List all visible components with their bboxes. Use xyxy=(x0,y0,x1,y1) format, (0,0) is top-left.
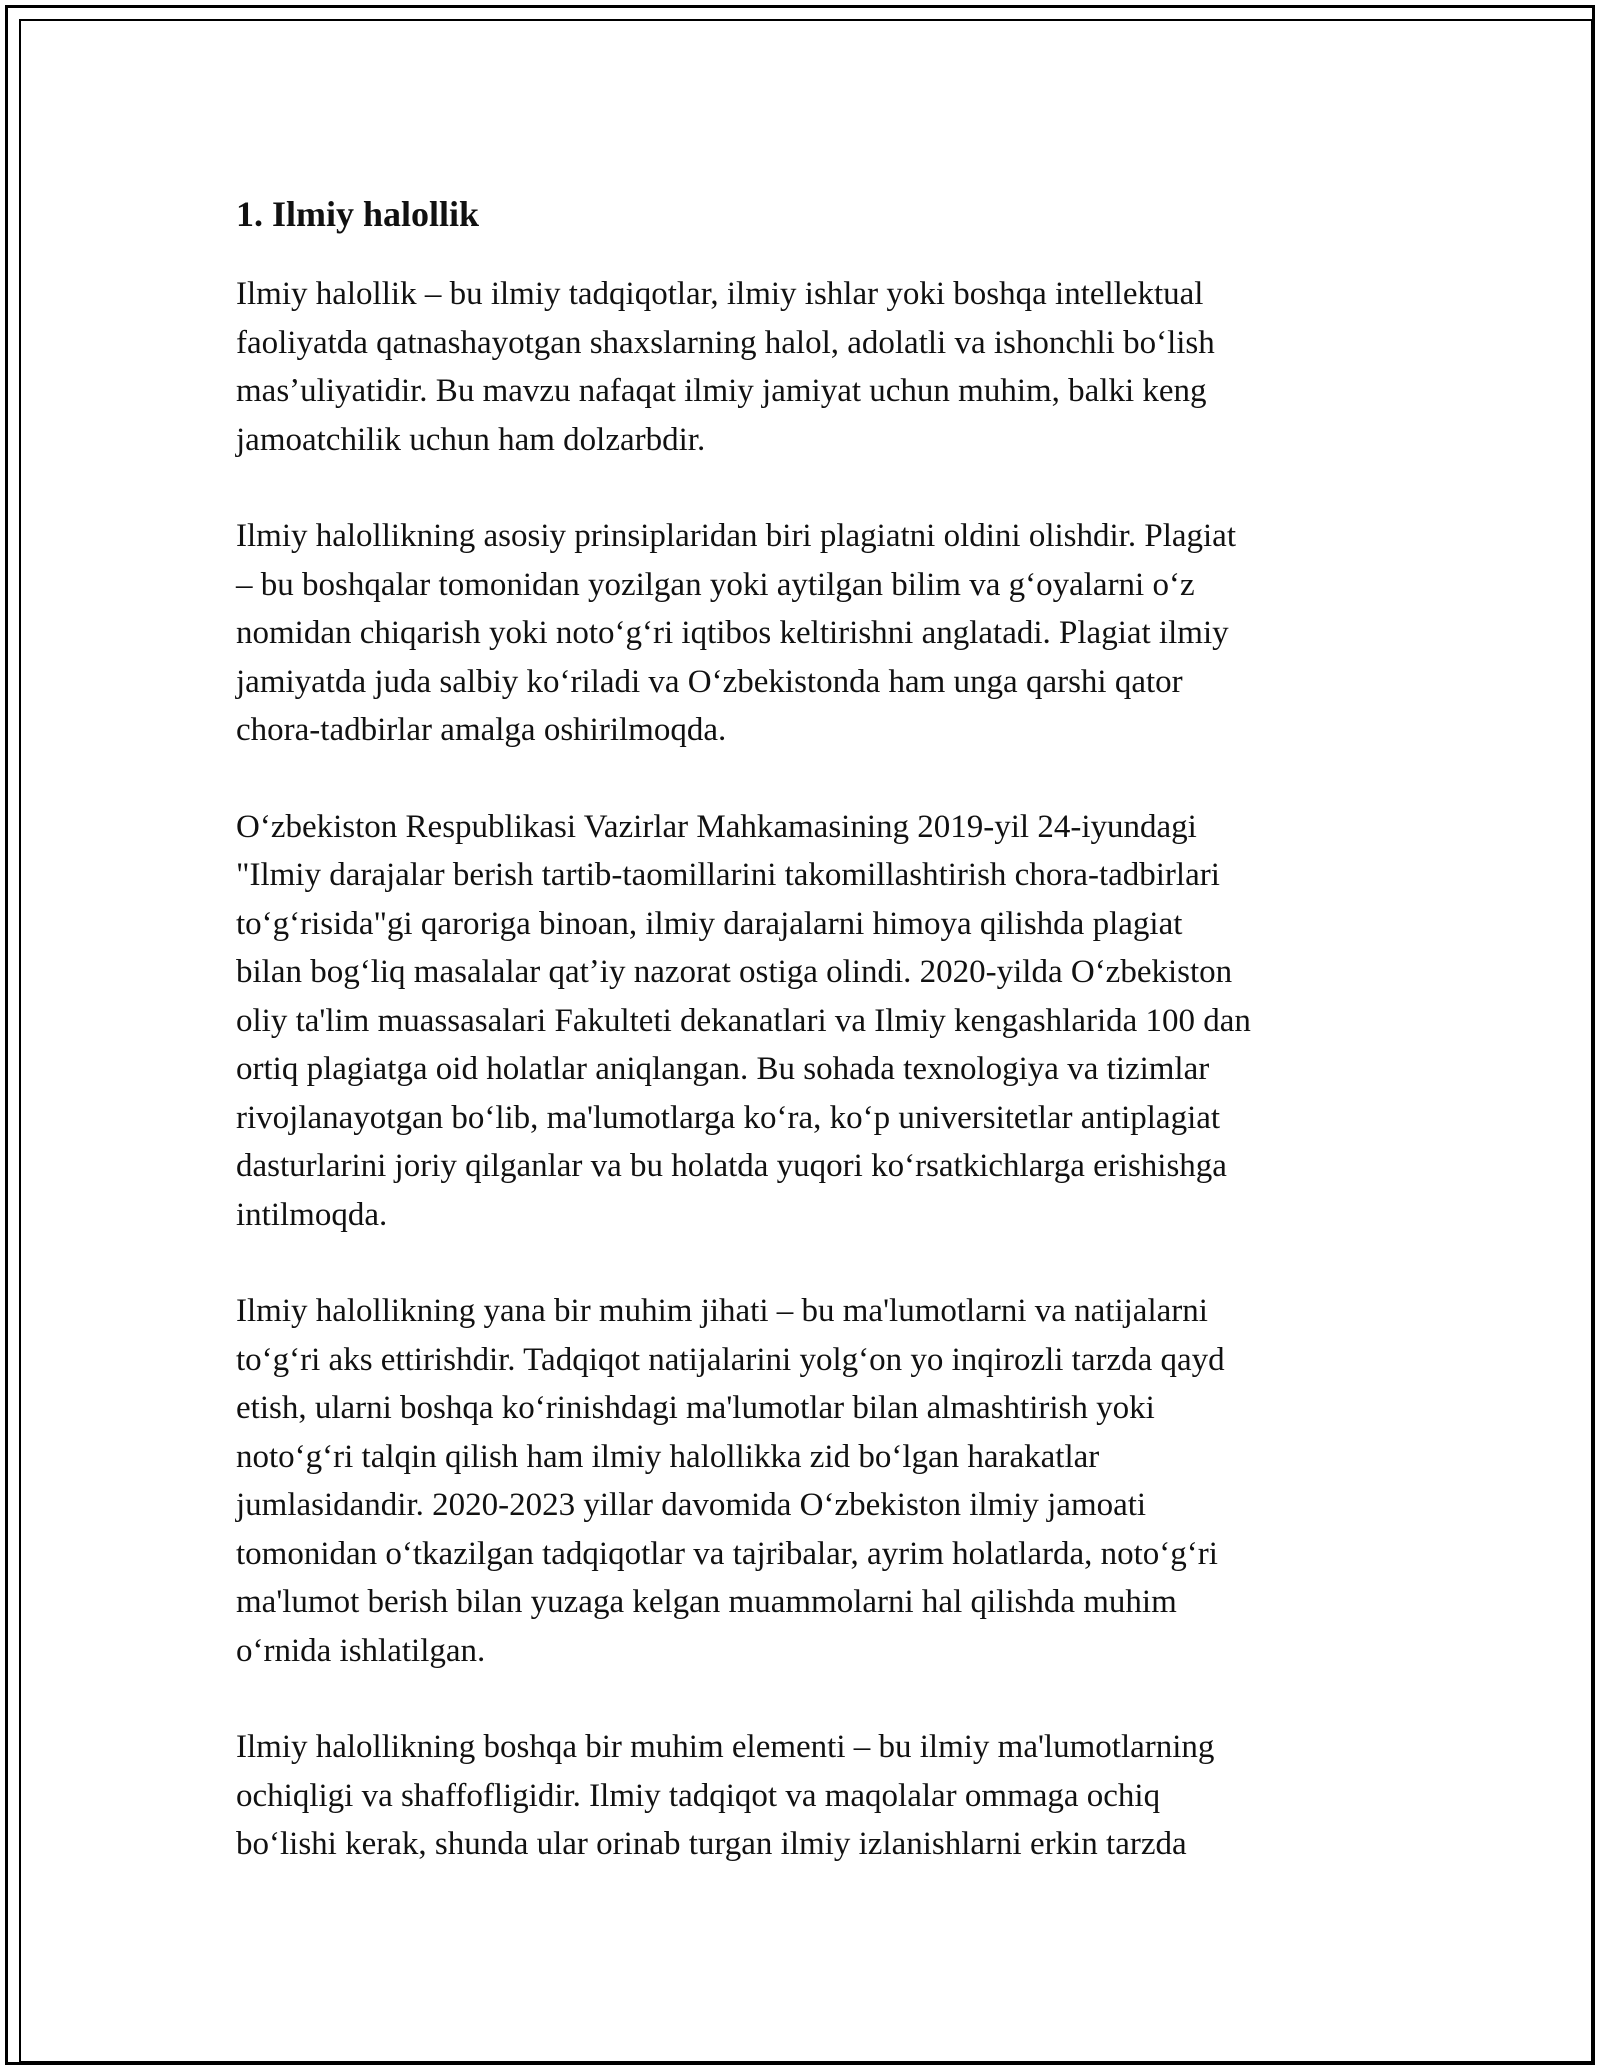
text-line: bilan bogʻliq masalalar qatʼiy nazorat ostiga olindi. 2020-yilda Oʻzbekiston xyxy=(236,954,1233,990)
text-line: masʼuliyatidir. Bu mavzu nafaqat ilmiy jamiyat uchun muhim, balki keng xyxy=(236,373,1207,409)
text-line: oʻrnida ishlatilgan. xyxy=(236,1632,486,1669)
text-line: toʻgʻri aks ettirishdir. Tadqiqot natijalarini yolgʻon yo inqirozli tarzda qayd xyxy=(236,1341,1225,1378)
paragraph-4 xyxy=(236,1287,1376,1675)
text-line: intilmoqda. xyxy=(236,1196,388,1233)
text-line: jamiyatda juda salbiy koʻriladi va Oʻzbekistonda ham unga qarshi qator xyxy=(236,663,1183,700)
text-line: Ilmiy halollikning asosiy prinsiplaridan biri plagiatni oldini olishdir. Plagiat xyxy=(236,518,1236,554)
text-line: jumlasidandir. 2020-2023 yillar davomida Oʻzbekiston ilmiy jamoati xyxy=(236,1487,1147,1523)
text-line: boʻlishi kerak, shunda ular orinab turgan ilmiy izlanishlarni erkin tarzda xyxy=(236,1826,1187,1862)
text-line: "Ilmiy darajalar berish tartib-taomillarini takomillashtirish chora-tadbirlari xyxy=(236,857,1220,893)
section-heading: 1. Ilmiy halollik xyxy=(236,194,480,234)
text-line: nomidan chiqarish yoki notoʻgʻri iqtibos keltirishni anglatadi. Plagiat ilmiy xyxy=(236,615,1229,651)
text-line: Ilmiy halollikning yana bir muhim jihati – bu ma'lumotlarni va natijalarni xyxy=(236,1293,1208,1329)
text-line: faoliyatda qatnashayotgan shaxslarning halol, adolatli va ishonchli boʻlish xyxy=(236,324,1215,361)
text-line: rivojlanayotgan boʻlib, ma'lumotlarga koʻra, koʻp universitetlar antiplagiat xyxy=(236,1099,1221,1136)
text-line: jamoatchilik uchun ham dolzarbdir. xyxy=(236,421,706,458)
text-line: – bu boshqalar tomonidan yozilgan yoki aytilgan bilim va gʻoyalarni oʻz xyxy=(236,566,1195,603)
text-line: tomonidan oʻtkazilgan tadqiqotlar va tajribalar, ayrim holatlarda, notoʻgʻri xyxy=(236,1535,1218,1572)
text-line: Ilmiy halollik – bu ilmiy tadqiqotlar, ilmiy ishlar yoki boshqa intellektual xyxy=(236,276,1204,312)
text-line: Ilmiy halollikning boshqa bir muhim elementi – bu ilmiy ma'lumotlarning xyxy=(236,1729,1215,1765)
paragraph-5 xyxy=(236,1723,1376,1869)
text-line: notoʻgʻri talqin qilish ham ilmiy halollikka zid boʻlgan harakatlar xyxy=(236,1438,1100,1475)
text-line: oliy ta'lim muassasalari Fakulteti dekanatlari va Ilmiy kengashlarida 100 dan xyxy=(236,1002,1251,1039)
text-line: etish, ularni boshqa koʻrinishdagi ma'lumotlar bilan almashtirish yoki xyxy=(236,1390,1155,1426)
text-line: chora-tadbirlar amalga oshirilmoqda. xyxy=(236,712,727,748)
text-line: Oʻzbekiston Respublikasi Vazirlar Mahkamasining 2019-yil 24-iyundagi xyxy=(236,808,1197,845)
paragraph-3 xyxy=(236,803,1376,1240)
text-line: ochiqligi va shaffofligidir. Ilmiy tadqiqot va maqolalar ommaga ochiq xyxy=(236,1777,1161,1814)
text-line: dasturlarini joriy qilganlar va bu holatda yuqori koʻrsatkichlarga erishishga xyxy=(236,1148,1227,1184)
text-line: ma'lumot berish bilan yuzaga kelgan muammolarni hal qilishda muhim xyxy=(236,1584,1177,1620)
document-body xyxy=(236,186,1376,1917)
paragraph-2 xyxy=(236,512,1376,755)
paragraph-1 xyxy=(236,270,1376,464)
text-line: ortiq plagiatga oid holatlar aniqlangan. Bu sohada texnologiya va tizimlar xyxy=(236,1051,1210,1087)
text-line: toʻgʻrisida"gi qaroriga binoan, ilmiy darajalarni himoya qilishda plagiat xyxy=(236,905,1183,942)
